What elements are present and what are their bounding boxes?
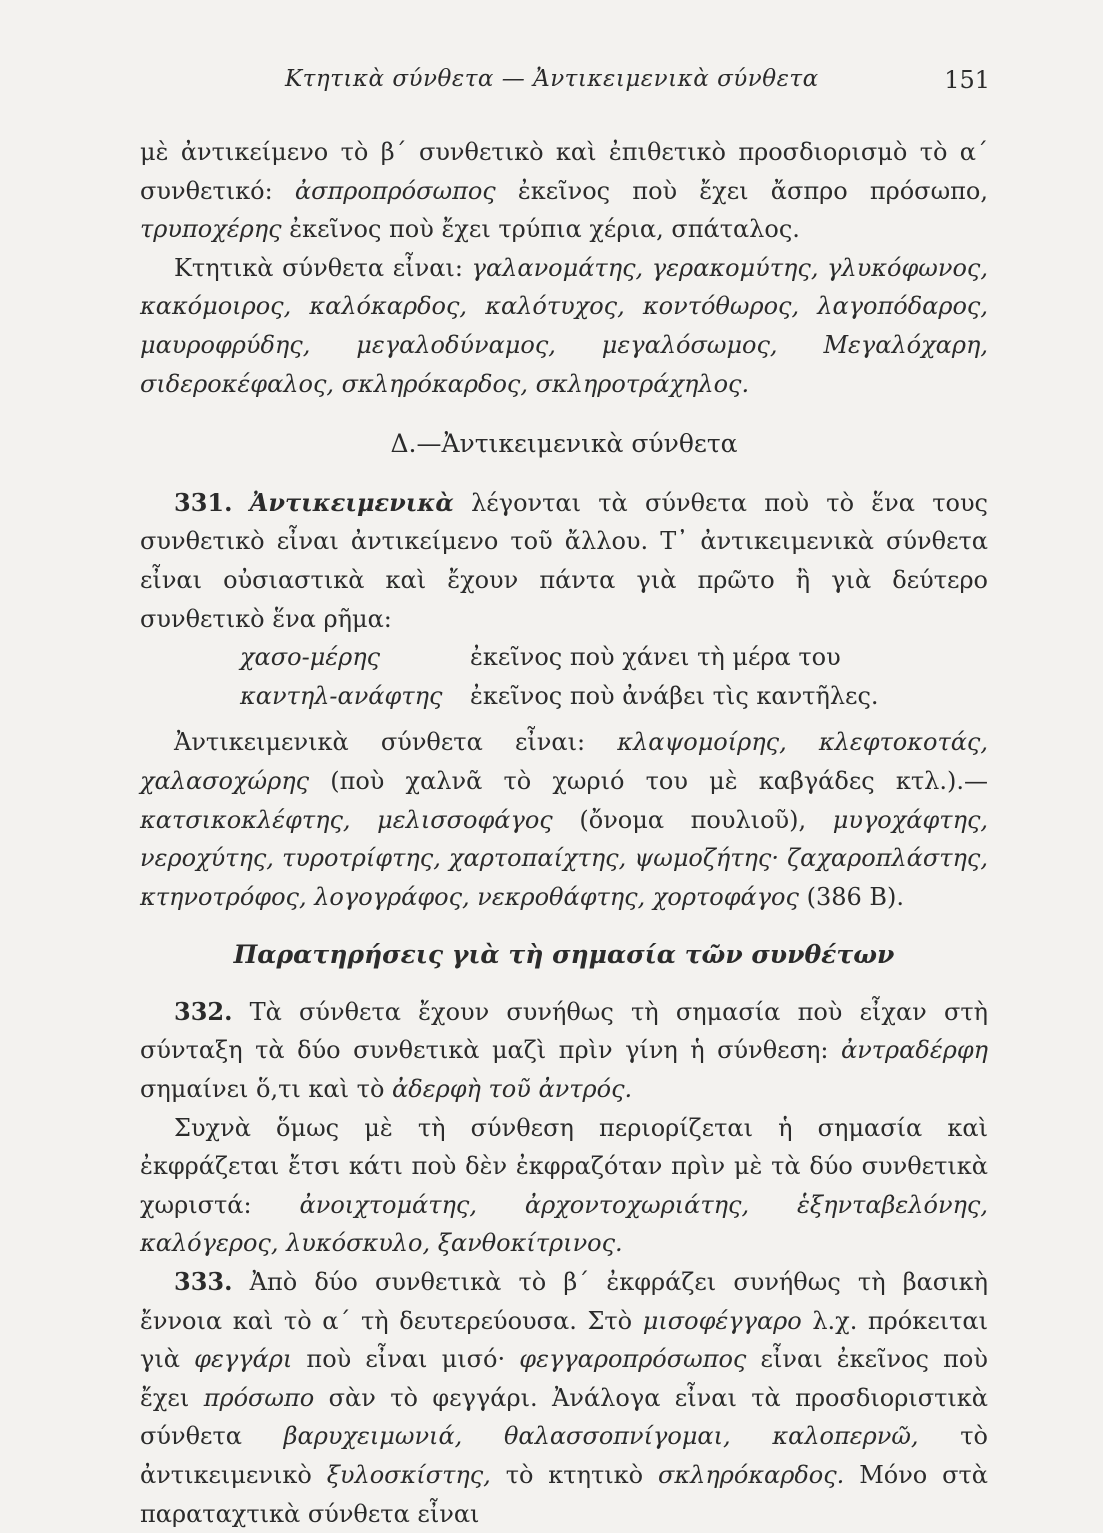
example-row (140, 638, 988, 677)
paragraph-331: 331. Ἀντικειμενικὰ λέγονται τὰ σύνθετα ποὺ τὸ ἕνα τους συνθετικὸ εἶναι ἀντικείμενο τοῦ ἄλλου. Τ᾽ ἀντικειμενικὰ σύνθετα εἶναι οὐσιαστικὰ καὶ ἔχουν πάντα γιὰ πρῶτο ἢ γιὰ δεύτερο συνθετικὸ ἕνα ρῆμα: (140, 487, 988, 633)
paragraph-332-continued: Συχνὰ ὅμως μὲ τὴ σύνθεση περιορίζεται ἡ σημασία καὶ ἐκφράζεται ἔτσι κάτι ποὺ δὲν ἐκφραζόταν πρὶν μὲ τὰ δύο συνθετικὰ χωριστά: ἀνοιχτομάτης, ἀρχοντοχωριάτης, ἑξηνταβελόνης, καλόγερος, λυκόσκυλο, ξανθοκίτρινος. (140, 1113, 988, 1258)
section-number: 332. (174, 996, 233, 1026)
example-list (140, 638, 988, 715)
example-definition: ἐκεῖνος ποὺ χάνει τὴ μέρα του (470, 643, 841, 672)
example-row (140, 677, 988, 716)
example-definition: ἐκεῖνος ποὺ ἀνάβει τὶς καντῆλες. (470, 681, 879, 710)
page-body (140, 133, 988, 1533)
section-heading-objective: Δ.—Ἀντικειμενικὰ σύνθετα (390, 429, 738, 459)
section-number: 333. (174, 1267, 233, 1297)
paragraph-possessive-examples: Κτητικὰ σύνθετα εἶναι: γαλανομάτης, γερακομύτης, γλυκόφωνος, κακόμοιρος, καλόκαρδος, καλότυχος, κοντόθωρος, λαγοπόδαρος, μαυροφρύδης, μεγαλοδύναμος, μεγαλόσωμος, Μεγαλόχαρη, σιδεροκέφαλος, σκληρόκαρδος, σκληροτράχηλος. (140, 253, 988, 398)
running-title: Κτητικὰ σύνθετα — Ἀντικειμενικὰ σύνθετα (285, 66, 819, 92)
page-header (140, 66, 990, 102)
paragraph-332: 332. Τὰ σύνθετα ἔχουν συνήθως τὴ σημασία ποὺ εἶχαν στὴ σύνταξη τὰ δύο συνθετικὰ μαζὶ πρὶν γίνη ἡ σύνθεση: ἀντραδέρφη σημαίνει ὅ,τι καὶ τὸ ἀδερφὴ τοῦ ἀντρός. (140, 996, 988, 1104)
example-term: χασο-μέρης (240, 643, 381, 672)
section-heading-observations: Παρατηρήσεις γιὰ τὴ σημασία τῶν συνθέτων (233, 940, 895, 970)
paragraph-possessive-continued: μὲ ἀντικείμενο τὸ β΄ συνθετικὸ καὶ ἐπιθετικὸ προσδιορισμὸ τὸ α΄ συνθετικό: ἀσπροπρόσωπος ἐκεῖνος ποὺ ἔχει ἄσπρο πρόσωπο, τρυποχέρης ἐκεῖνος ποὺ ἔχει τρύπια χέρια, σπάταλος. (140, 138, 988, 244)
page-number: 151 (944, 66, 990, 94)
paragraph-331-examples: Ἀντικειμενικὰ σύνθετα εἶναι: κλαψομοίρης, κλεφτοκοτάς, χαλασοχώρης (ποὺ χαλνᾶ τὸ χωριό του μὲ καβγάδες κτλ.).—κατσικοκλέφτης, μελισσοφάγος (ὄνομα πουλιοῦ), μυγοχάφτης, νεροχύτης, τυροτρίφτης, χαρτοπαίχτης, ψωμοζήτης· ζαχαροπλάστης, κτηνοτρόφος, λογογράφος, νεκροθάφτης, χορτοφάγος (386 Β). (140, 728, 989, 911)
paragraph-333: 333. Ἀπὸ δύο συνθετικὰ τὸ β΄ ἐκφράζει συνήθως τὴ βασικὴ ἔννοια καὶ τὸ α΄ τὴ δευτερεύουσα. Στὸ μισοφέγγαρο λ.χ. πρόκειται γιὰ φεγγάρι ποὺ εἶναι μισό· φεγγαροπρόσωπος εἶναι ἐκεῖνος ποὺ ἔχει πρόσωπο σὰν τὸ φεγγάρι. Ἀνάλογα εἶναι τὰ προσδιοριστικὰ σύνθετα βαρυχειμωνιά, θαλασσοπνίγομαι, καλοπερνῶ, τὸ ἀντικειμενικὸ ξυλοσκίστης, τὸ κτητικὸ σκληρόκαρδος. Μόνο στὰ παραταχτικὰ σύνθετα εἶναι (140, 1267, 988, 1528)
example-term: καντηλ-ανάφτης (240, 681, 443, 710)
section-number: 331. (174, 487, 233, 517)
